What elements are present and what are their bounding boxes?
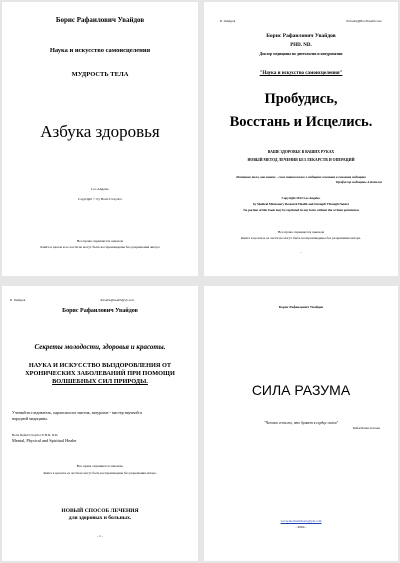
method-line-2: для здоровых и больных.	[68, 515, 132, 521]
rights-line-2: Книга в целом и ее части не могут быть воспроизведены без разрешения автора	[40, 245, 160, 249]
page-number: - 1 -	[97, 534, 103, 538]
science-line-1: НАУКА И ИСКУССТВО ВЫЗДОРОВЛЕНИЯ ОТ	[28, 362, 172, 369]
author-name: Борис Рафаилович Увайдов	[266, 33, 336, 39]
page-mark: ·	[300, 251, 302, 256]
author-title-english: Mental, Physical and Spiritual Healer	[12, 438, 77, 443]
copyright-line-3: No portion of this book may be reprinted in any form without the written permission	[243, 208, 359, 212]
author-position: Доктор медицины по диетологии и натуропатии	[259, 52, 343, 56]
running-header-author: Борис Рафаилович Увайдов	[278, 305, 324, 309]
author-name: Борис Рафаилович Увайдов	[62, 308, 138, 314]
subtitle-line-2: НОВЫЙ МЕТОД ЛЕЧЕНИЯ БЕЗ ЛЕКАРСТВ И ОПЕРАЦИЙ	[247, 158, 355, 162]
rights-line-2: Книга в целом и ее части не могут быть воспроизведены без разрешения автора.	[240, 236, 362, 240]
author-degree: PHD. ND.	[290, 43, 312, 48]
book-title: Азбука здоровья	[40, 122, 160, 141]
epigraph-source: Библейская истина	[352, 426, 380, 430]
page-probudis	[204, 2, 398, 276]
epigraph-quote: "Человек есть то, что думает в сердце своем"	[263, 421, 339, 425]
running-header-email: Jubudis@health@yh.com	[100, 298, 135, 302]
page-sekrety-molodosti	[2, 286, 198, 561]
book-title-line-2: Восстань и Исцелись.	[229, 114, 373, 130]
rights-line-1: Все права охраняются законом	[278, 230, 324, 234]
rights-line-1: Все права охраняются законом.	[76, 464, 124, 468]
secrets-tagline: Секреты молодости, здоровья и красоты.	[34, 343, 166, 351]
author-name-english: Boris Rafael Uvaydov P.H.D. N.D.	[12, 433, 59, 437]
epigraph-author: Профессор медицины А.Бетелое	[336, 180, 382, 184]
book-title-line-1: Пробудись,	[264, 91, 338, 107]
book-tagline: МУДРОСТЬ ТЕЛА	[71, 71, 129, 78]
series-title: "Наука и искусство самоисцеления"	[259, 71, 343, 76]
book-title: СИЛА РАЗУМА	[251, 382, 351, 398]
rights-line-1: Все права охраняются законом	[77, 239, 123, 243]
method-line-1: НОВЫЙ СПОСОБ ЛЕЧЕНИЯ	[61, 508, 139, 514]
rights-line-2: Книга в целом и ее части не могут быть воспроизведены без разрешения автора.	[43, 471, 157, 475]
page-sila-razuma	[204, 286, 398, 561]
publication-year: - 2004 -	[295, 525, 307, 529]
running-header-author: Б. Увайдов	[220, 19, 236, 23]
running-header-author: Б. Увайдов	[10, 298, 26, 302]
copyright-line: Copyright © by Boris Uvaydov	[77, 197, 123, 201]
copyright-line-2: by Medical Missionary Research Health and Strength Through Nature	[252, 202, 350, 206]
running-header-email: Pobudis@Bornihealth.com	[346, 19, 382, 23]
epigraph-quote: Истинное тело, как знание – сила знания тоже в медицине основная и основная медицина	[236, 175, 366, 179]
page-azbuka-zdorovya	[2, 2, 198, 276]
publication-city: Los Angeles	[91, 187, 109, 191]
website-link[interactable]: www.healwithboris@yh.com	[280, 519, 322, 523]
science-line-3: ВОЛШЕБНЫХ СИЛ ПРИРОДЫ.	[52, 378, 148, 385]
copyright-line-1: Copyright 2012 Los Angeles.	[281, 196, 321, 200]
book-subtitle: Наука и искусство самоисцеления	[49, 47, 151, 54]
subtitle-line-1: ВАШЕ ЗДОРОВЬЕ В ВАШИХ РУКАХ	[267, 150, 335, 154]
author-name: Борис Рафаилович Увайдов	[55, 16, 145, 24]
science-line-2: ХРОНИЧЕСКИХ ЗАБОЛЕВАНИЙ ПРИ ПОМОЩИ	[25, 370, 175, 377]
author-bio-line-1: Ученый-исследователь, парапсихолог мистик, натуропат - мастер научной и	[12, 410, 142, 415]
author-bio-line-2: народной медицины.	[12, 416, 48, 421]
